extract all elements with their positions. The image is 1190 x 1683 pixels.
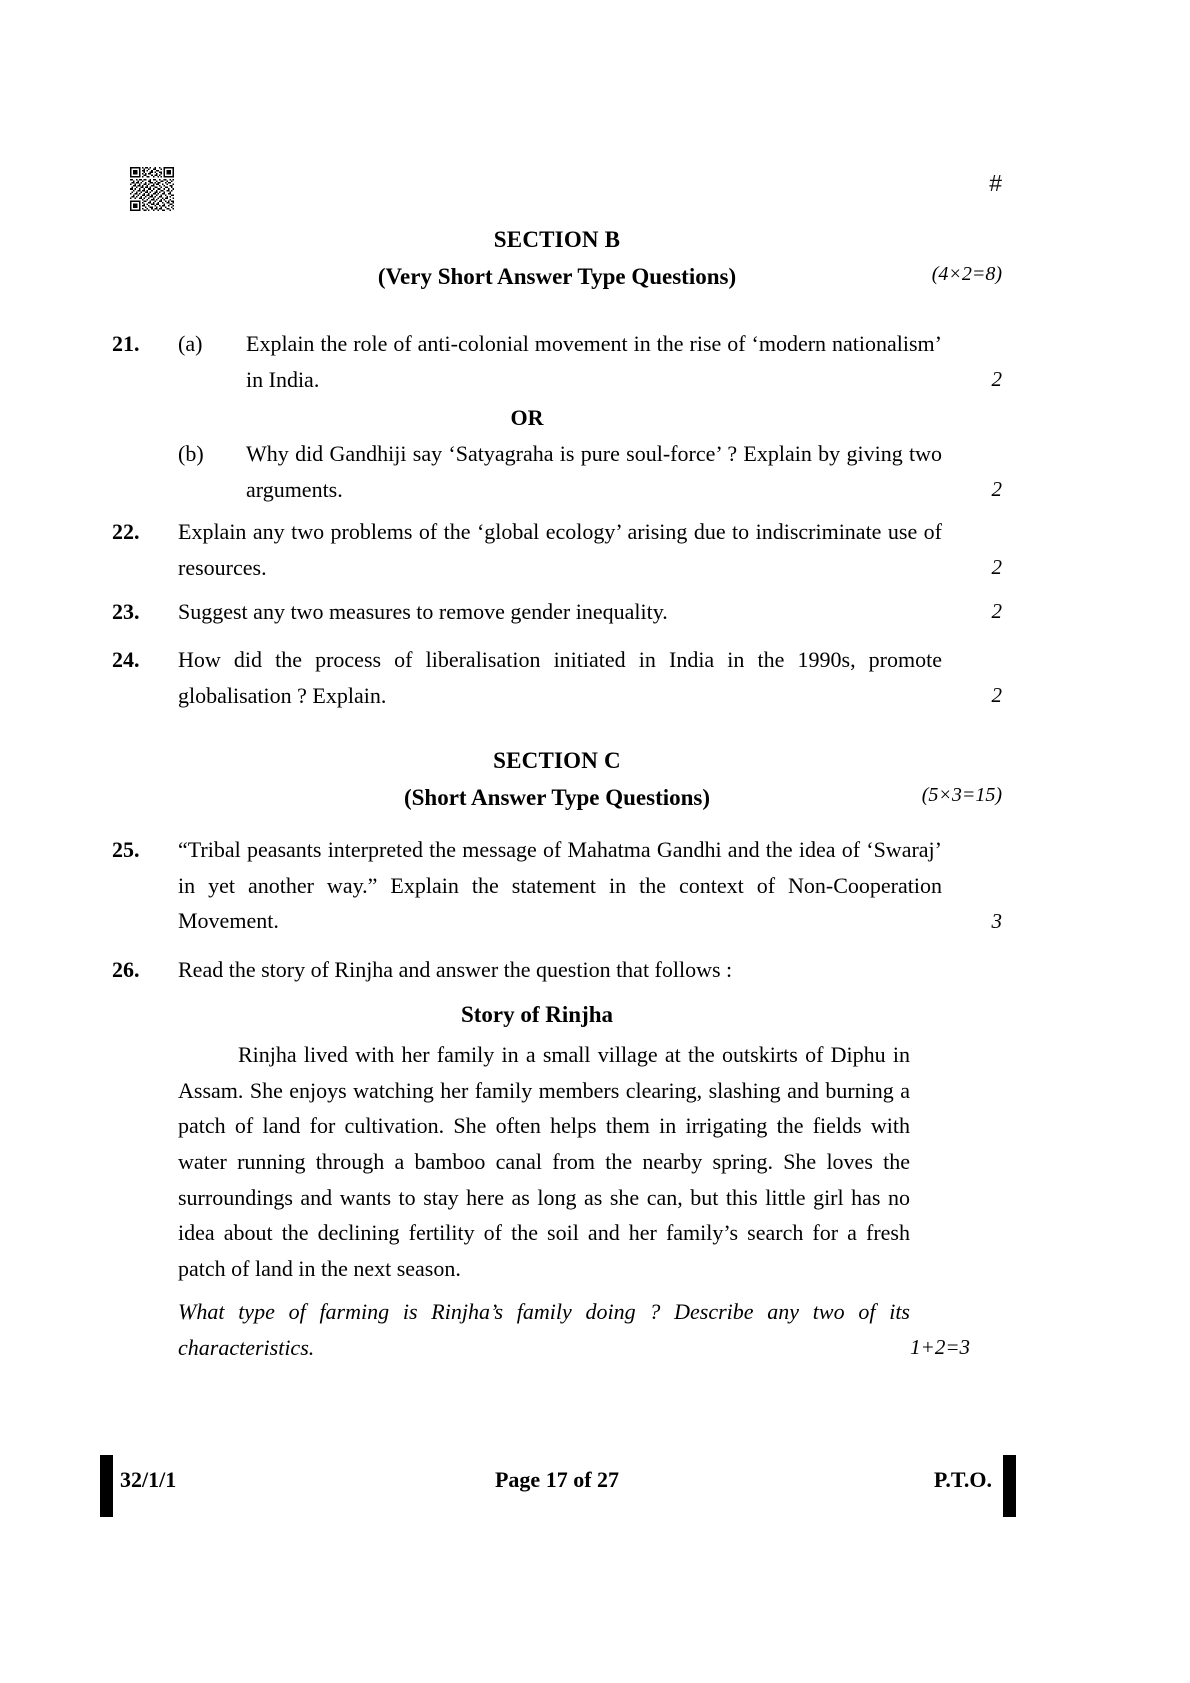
- question-23-marks: 2: [991, 599, 1002, 623]
- question-22: [112, 514, 1002, 585]
- story-question-wrap: [178, 1294, 970, 1365]
- question-21: [112, 326, 1002, 508]
- qr-code-icon: [130, 166, 174, 212]
- story-question: What type of farming is Rinjha’s family doing ? Describe any two of its characteristics.: [178, 1299, 910, 1360]
- section-b-marks: (4×2=8): [931, 263, 1002, 286]
- question-22-number: 22.: [112, 519, 140, 544]
- question-21-marks-b: 2: [991, 477, 1002, 502]
- story-paragraph-wrap: [178, 1037, 958, 1286]
- question-21-number: 21.: [112, 331, 140, 356]
- story-question-marks: 1+2=3: [910, 1335, 970, 1359]
- section-b-title: SECTION B: [493, 227, 621, 252]
- section-b-subtitle: (Very Short Answer Type Questions): [377, 264, 737, 290]
- question-25-text: “Tribal peasants interpreted the message of Mahatma Gandhi and the idea of ‘Swaraj’ in yet another way.” Explain the statement in the context of Non-Cooperation Movement.: [178, 837, 942, 934]
- question-23-text: Suggest any two measures to remove gender inequality.: [178, 599, 668, 624]
- section-c-title: SECTION C: [493, 748, 621, 773]
- section-c-marks: (5×3=15): [921, 784, 1002, 807]
- question-26-text: Read the story of Rinjha and answer the question that follows :: [178, 957, 733, 982]
- question-25: [112, 832, 1002, 939]
- hash-mark: #: [989, 170, 1002, 196]
- question-21-label-a: (a): [178, 331, 203, 356]
- question-24-number: 24.: [112, 647, 140, 672]
- question-24-text: How did the process of liberalisation initiated in India in the 1990s, promote globalisation ? Explain.: [178, 647, 942, 708]
- section-b-subtitle-row: [112, 261, 1002, 292]
- story-paragraph: Rinjha lived with her family in a small village at the outskirts of Diphu in Assam. She enjoys watching her family members clearing, slashing and burning a patch of land for cultivation. She often helps them in irrigating the fields with water running through a bamboo canal from the nearby spring. She loves the surroundings and wants to stay here as long as she can, but this little girl has no idea about the declining fertility of the soil and her family’s search for a fresh patch of land in the next season.: [178, 1042, 910, 1281]
- paper-code: 32/1/1: [120, 1467, 177, 1492]
- page-number: Page 17 of 27: [494, 1467, 620, 1492]
- question-21-option-a: [112, 326, 1002, 397]
- question-24: [112, 642, 1002, 713]
- section-c-subtitle-row: [112, 782, 1002, 813]
- page-footer: [112, 1455, 1002, 1501]
- question-23-number: 23.: [112, 599, 140, 624]
- question-26-number: 26.: [112, 957, 140, 982]
- question-21-or: OR: [510, 405, 544, 431]
- question-25-marks: 3: [991, 909, 1002, 933]
- story-block: [112, 1002, 1002, 1028]
- question-22-text: Explain any two problems of the ‘global ecology’ arising due to indiscriminate use of resources.: [178, 519, 942, 580]
- section-b-heading: [112, 224, 1002, 292]
- question-21-label-b: (b): [178, 441, 204, 467]
- question-22-marks: 2: [991, 555, 1002, 579]
- question-21-text-a: Explain the role of anti-colonial movement in the rise of ‘modern nationalism’ in India.: [246, 331, 942, 392]
- question-21-marks-a: 2: [991, 367, 1002, 391]
- pto-label: P.T.O.: [933, 1467, 992, 1492]
- question-21-text-b: Why did Gandhiji say ‘Satyagraha is pure soul-force’ ? Explain by giving two arguments.: [246, 441, 942, 502]
- section-c-subtitle: (Short Answer Type Questions): [403, 785, 711, 811]
- footer-bar-right: [1003, 1455, 1016, 1517]
- question-23: [112, 594, 1002, 630]
- story-title: Story of Rinjha: [460, 1002, 614, 1027]
- page-header: [112, 158, 1002, 218]
- question-25-number: 25.: [112, 837, 140, 862]
- section-c-heading: [112, 745, 1002, 813]
- question-24-marks: 2: [991, 683, 1002, 707]
- question-26: [112, 952, 1002, 988]
- question-21-option-b: [112, 436, 1002, 507]
